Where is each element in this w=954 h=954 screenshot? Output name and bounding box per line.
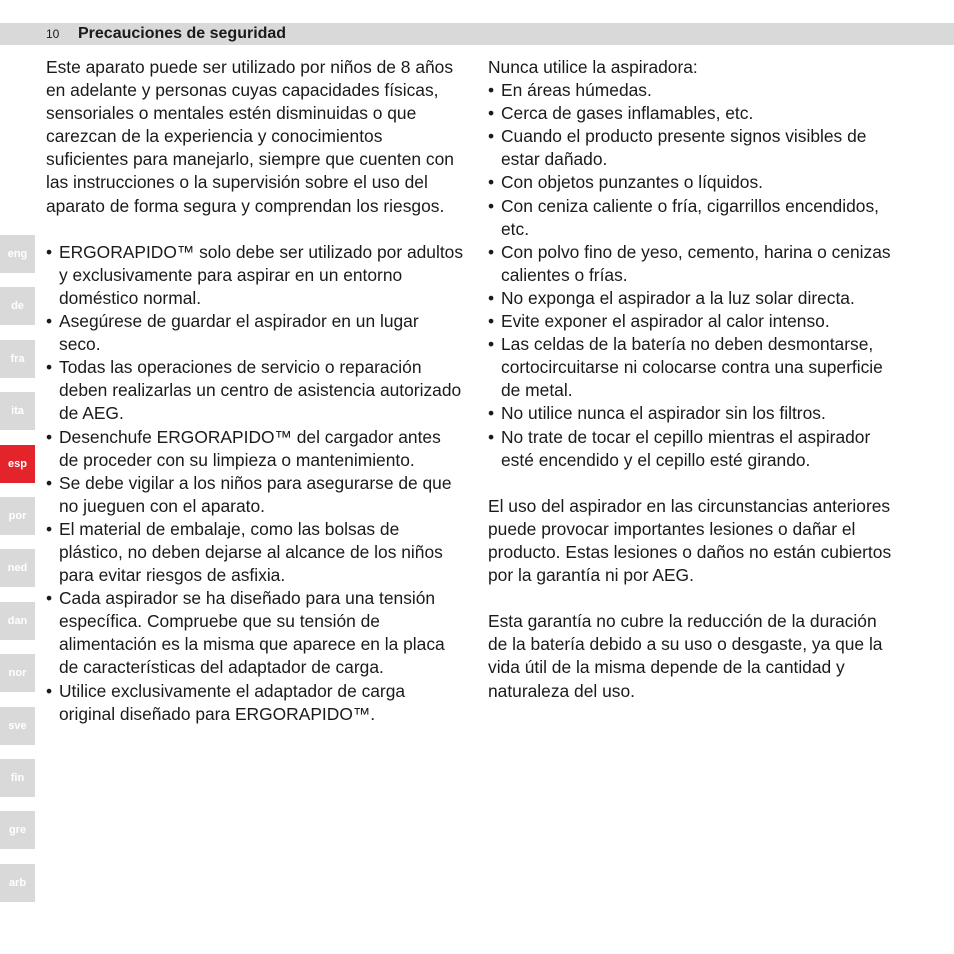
bullet-item: • En áreas húmedas. — [488, 79, 898, 102]
bullet-item: • No utilice nunca el aspirador sin los filtros. — [488, 402, 898, 425]
left-column — [46, 56, 464, 726]
language-tab-fra[interactable]: fra — [0, 340, 35, 378]
bullet-item: • ERGORAPIDO™ solo debe ser utilizado por adultos y exclusivamente para aspirar en un entorno doméstico normal. — [46, 241, 464, 310]
language-tab-eng[interactable]: eng — [0, 235, 35, 273]
language-tab-esp[interactable]: esp — [0, 445, 35, 483]
bullet-item: • Las celdas de la batería no deben desmontarse, cortocircuitarse ni colocarse contra una superficie de metal. — [488, 333, 898, 402]
bullet-item: • Se debe vigilar a los niños para asegurarse de que no jueguen con el aparato. — [46, 472, 464, 518]
bullet-item: • Utilice exclusivamente el adaptador de carga original diseñado para ERGORAPIDO™. — [46, 680, 464, 726]
bullet-item: • Con polvo fino de yeso, cemento, harina o cenizas calientes o frías. — [488, 241, 898, 287]
bullet-item: • Con objetos punzantes o líquidos. — [488, 171, 898, 194]
paragraph-spacer — [488, 472, 898, 495]
bullet-item: • Desenchufe ERGORAPIDO™ del cargador antes de proceder con su limpieza o mantenimiento. — [46, 426, 464, 472]
bullet-item: • Cuando el producto presente signos visibles de estar dañado. — [488, 125, 898, 171]
language-tab-sve[interactable]: sve — [0, 707, 35, 745]
paragraph-spacer — [46, 218, 464, 241]
bullet-item: • No trate de tocar el cepillo mientras el aspirador esté encendido y el cepillo esté girando. — [488, 426, 898, 472]
never-use-bullet-list — [488, 79, 898, 472]
bullet-item: • Cada aspirador se ha diseñado para una tensión específica. Compruebe que su tensión de alimentación es la misma que aparece en la placa de características del adaptador de carga. — [46, 587, 464, 679]
language-tab-gre[interactable]: gre — [0, 811, 35, 849]
language-tab-strip — [0, 235, 35, 916]
bullet-item: • No exponga el aspirador a la luz solar directa. — [488, 287, 898, 310]
language-tab-ned[interactable]: ned — [0, 549, 35, 587]
language-tab-dan[interactable]: dan — [0, 602, 35, 640]
language-tab-de[interactable]: de — [0, 287, 35, 325]
safety-bullet-list — [46, 241, 464, 726]
language-tab-fin[interactable]: fin — [0, 759, 35, 797]
language-tab-arb[interactable]: arb — [0, 864, 35, 902]
bullet-item: • Todas las operaciones de servicio o reparación deben realizarlas un centro de asistencia autorizado de AEG. — [46, 356, 464, 425]
page-header-bar — [0, 23, 954, 45]
language-tab-nor[interactable]: nor — [0, 654, 35, 692]
warranty-paragraph: Esta garantía no cubre la reducción de la duración de la batería debido a su uso o desgaste, ya que la vida útil de la misma depende de la cantidad y naturaleza del uso. — [488, 611, 883, 701]
paragraph-spacer — [488, 587, 898, 610]
bullet-item: • Asegúrese de guardar el aspirador en un lugar seco. — [46, 310, 464, 356]
consequences-paragraph: El uso del aspirador en las circunstancias anteriores puede provocar importantes lesiones o dañar el producto. Estas lesiones o daños no están cubiertos por la garantía ni por AEG. — [488, 495, 892, 586]
bullet-item: • El material de embalaje, como las bolsas de plástico, no deben dejarse al alcance de los niños para evitar riesgos de asfixia. — [46, 518, 464, 587]
page-number: 10 — [46, 27, 60, 41]
intro-paragraph: Este aparato puede ser utilizado por niños de 8 años en adelante y personas cuyas capacidades físicas, sensoriales o mentales estén disminuidas o que carezcan de la experiencia y conocimientos suficientes para manejarlo, siempre que cuenten con las instrucciones o la supervisión sobre el uso del aparato de forma segura y comprendan los riesgos. — [46, 57, 454, 216]
right-column — [488, 56, 898, 703]
language-tab-ita[interactable]: ita — [0, 392, 35, 430]
bullet-item: • Evite exponer el aspirador al calor intenso. — [488, 310, 898, 333]
language-tab-por[interactable]: por — [0, 497, 35, 535]
bullet-item: • Cerca de gases inflamables, etc. — [488, 102, 898, 125]
never-use-heading: Nunca utilice la aspiradora: — [488, 57, 698, 77]
page-title: Precauciones de seguridad — [78, 25, 287, 42]
bullet-item: • Con ceniza caliente o fría, cigarrillos encendidos, etc. — [488, 195, 898, 241]
